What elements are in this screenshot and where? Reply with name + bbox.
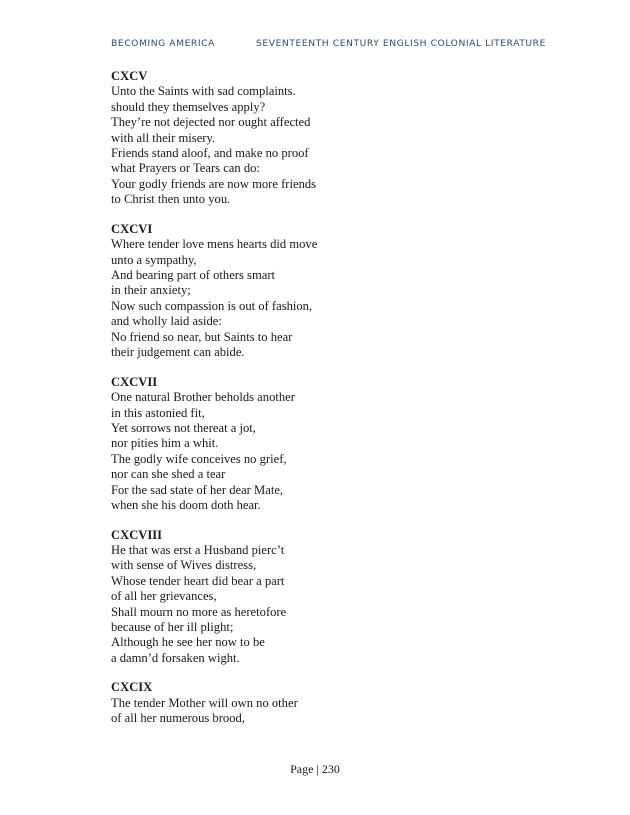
poem-line: Shall mourn no more as heretofore <box>111 604 287 619</box>
poem-line: No friend so near, but Saints to hear <box>111 329 293 344</box>
poem-body <box>111 69 531 741</box>
stanza <box>111 680 531 726</box>
stanza <box>111 375 531 514</box>
stanza <box>111 222 531 361</box>
poem-line: with sense of Wives distress, <box>111 558 257 573</box>
poem-line: He that was erst a Husband pierc’t <box>111 542 285 557</box>
poem-line: with all their misery. <box>111 130 216 145</box>
poem-line: Yet sorrows not thereat a jot, <box>111 420 256 435</box>
poem-line: Where tender love mens hearts did move <box>111 237 318 252</box>
poem-line: For the sad state of her dear Mate, <box>111 482 284 497</box>
stanza-number: CXCIX <box>111 680 153 695</box>
poem-line: of all her numerous brood, <box>111 711 245 726</box>
poem-line: to Christ then unto you. <box>111 192 231 207</box>
poem-line: And bearing part of others smart <box>111 268 276 283</box>
poem-line: in this astonied fit, <box>111 405 205 420</box>
page-footer <box>0 762 630 777</box>
poem-line: Now such compassion is out of fashion, <box>111 298 313 313</box>
poem-line: The tender Mother will own no other <box>111 695 298 710</box>
stanza <box>111 528 531 667</box>
header-section-title: SEVENTEENTH CENTURY ENGLISH COLONIAL LITERATURE <box>256 38 546 49</box>
poem-line: because of her ill plight; <box>111 619 234 634</box>
poem-line: One natural Brother beholds another <box>111 390 295 405</box>
poem-line: Friends stand aloof, and make no proof <box>111 146 309 161</box>
poem-line: unto a sympathy, <box>111 252 197 267</box>
stanza-number: CXCVII <box>111 374 158 389</box>
stanza-number: CXCVIII <box>111 527 163 542</box>
poem-line: Whose tender heart did bear a part <box>111 573 285 588</box>
poem-line: Unto the Saints with sad complaints. <box>111 84 296 99</box>
poem-line: Although he see her now to be <box>111 635 265 650</box>
poem-line: their judgement can abide. <box>111 345 245 360</box>
poem-line: should they themselves apply? <box>111 99 266 114</box>
poem-line: and wholly laid aside: <box>111 314 222 329</box>
poem-line: of all her grievances, <box>111 589 217 604</box>
poem-line: in their anxiety; <box>111 283 191 298</box>
poem-line: The godly wife conceives no grief, <box>111 451 287 466</box>
stanza-number: CXCVI <box>111 221 153 236</box>
page-number: Page | 230 <box>290 762 340 776</box>
poem-line: They’re not dejected nor ought affected <box>111 115 311 130</box>
poem-line: nor can she shed a tear <box>111 467 226 482</box>
header-book-title: BECOMING AMERICA <box>111 38 215 49</box>
poem-line: Your godly friends are now more friends <box>111 176 317 191</box>
stanza <box>111 69 531 208</box>
poem-line: when she his doom doth hear. <box>111 497 261 512</box>
poem-line: what Prayers or Tears can do: <box>111 161 260 176</box>
poem-line: a damn’d forsaken wight. <box>111 650 240 665</box>
poem-line: nor pities him a whit. <box>111 436 219 451</box>
stanza-number: CXCV <box>111 69 148 83</box>
